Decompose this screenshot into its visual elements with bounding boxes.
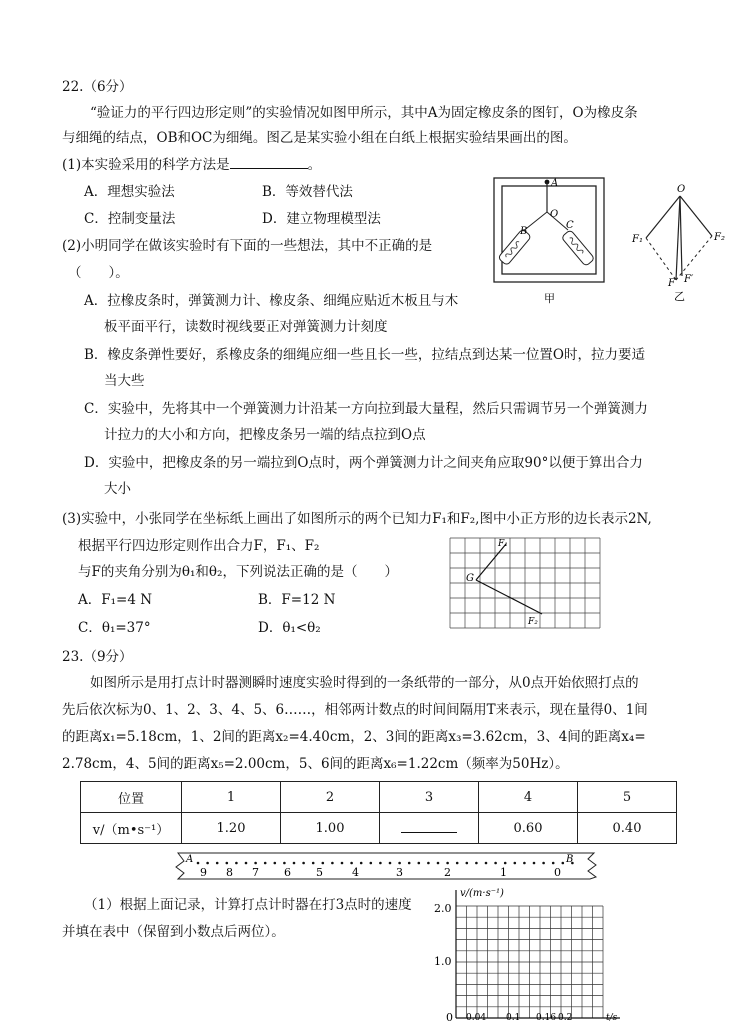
jia-label-b: B (520, 226, 528, 237)
table-cell: 0.60 (479, 813, 578, 844)
vt-xtick: 0.2 (558, 1013, 573, 1021)
tape-number: 2 (444, 866, 451, 879)
yi-label-f1: F₁ (632, 234, 643, 245)
q22-intro-line2: 与细绳的结点，OB和OC为细绳。图乙是某实验小组在白纸上根据实验结果画出的图。 (62, 130, 577, 146)
q22-part1-question (62, 156, 321, 174)
grid-label-g: G (466, 573, 474, 584)
q22-part3-line3: 与F的夹角分别为θ₁和θ₂，下列说法正确的是（ ） (78, 564, 398, 580)
answer-blank[interactable] (401, 820, 457, 833)
yi-label-f: F (668, 278, 675, 289)
q22-p2-option-a2: 板平面平行，读数时视线要正对弹簧测力计刻度 (104, 319, 388, 335)
vt-xtick: 0.16 (536, 1013, 557, 1021)
q23-intro-line3: 的距离x₁=5.18cm，1、2间的距离x₂=4.40cm，2、3间的距离x₃=3.62cm，3、4间的距离x₄= (62, 729, 646, 745)
q22-intro-line1: “验证力的平行四边形定则”的实验情况如图甲所示，其中A为固定橡皮条的图钉，O为橡皮条 (90, 105, 638, 121)
q22-p3-option-d: D．θ₁<θ₂ (258, 620, 321, 636)
q22-p3-option-a: A．F₁=4 N (78, 592, 153, 608)
q22-part3-line1: (3)实验中，小张同学在坐标纸上画出了如图所示的两个已知力F₁和F₂,图中小正方形的边长表示2N, (62, 511, 652, 527)
grid-label-f1: F₁ (498, 539, 508, 549)
tape-number: 3 (396, 866, 403, 879)
q23-header: 23.（9分） (62, 649, 133, 665)
q23-intro-line1: 如图所示是用打点计时器测瞬时速度实验时得到的一条纸带的一部分，从0点开始依照打点的 (90, 675, 639, 691)
tape-end-a: A (186, 854, 194, 865)
yi-caption: 乙 (674, 290, 685, 303)
figure-jia (492, 176, 610, 308)
q22-p1-option-d: D．建立物理模型法 (262, 211, 381, 227)
tape-number: 6 (284, 866, 291, 879)
vt-xtick: 0.1 (506, 1013, 521, 1021)
force-grid-figure (446, 536, 606, 630)
table-cell: 1.00 (281, 813, 380, 844)
q22-header: 22.（6分） (62, 79, 133, 95)
yi-label-f-prime: F′ (684, 274, 694, 285)
yi-label-f2: F₂ (714, 232, 725, 243)
paper-tape (170, 849, 602, 883)
q22-p1-option-b: B．等效替代法 (262, 184, 353, 200)
q22-p3-option-c: C．θ₁=37° (78, 620, 151, 636)
tape-number: 0 (554, 866, 561, 879)
q22-p2-option-a1: A．拉橡皮条时，弹簧测力计、橡皮条、细绳应贴近木板且与木 (84, 293, 459, 309)
jia-label-o: O (550, 209, 559, 220)
q22-p2-option-c2: 计拉力的大小和方向，把橡皮条另一端的结点拉到O点 (104, 427, 426, 443)
table-header-cell: 4 (479, 782, 578, 813)
table-header-cell: 位置 (81, 782, 182, 813)
velocity-table (80, 781, 677, 844)
q22-p2-option-d1: D．实验中，把橡皮条的另一端拉到O点时，两个弹簧测力计之间夹角应取90°以便于算出合力 (84, 455, 643, 471)
q23-intro-line2: 先后依次标为0、1、2、3、4、5、6……，相邻两计数点的时间间隔用T来表示，现在量得0、1间 (62, 702, 648, 718)
table-header-row (81, 782, 677, 813)
q22-p3-option-b: B．F=12 N (258, 592, 336, 608)
vt-ytick-1: 1.0 (434, 955, 452, 968)
q22-part2-paren: （ ）。 (68, 265, 129, 281)
tape-number: 8 (226, 866, 233, 879)
q22-p2-option-d2: 大小 (104, 481, 131, 497)
q23-part1-line1: （1）根据上面记录，计算打点计时器在打3点时的速度 (84, 897, 412, 913)
vt-ylabel: v/(m·s⁻¹) (460, 888, 504, 899)
q22-part1-text: (1)本实验采用的科学方法是 (62, 157, 230, 173)
q23-intro-line4: 2.78cm，4、5间的距离x₅=2.00cm，5、6间的距离x₆=1.22cm（频率为50Hz）。 (62, 756, 569, 772)
tape-number: 4 (352, 866, 359, 879)
table-cell: 0.40 (578, 813, 677, 844)
jia-label-c: C (566, 220, 574, 231)
table-header-cell: 3 (380, 782, 479, 813)
vt-ytick-0: 0 (446, 1011, 453, 1021)
q22-p1-option-a: A．理想实验法 (84, 184, 175, 200)
figure-yi (626, 180, 734, 306)
tape-end-b: B (566, 854, 574, 865)
q22-p2-option-b2: 当大些 (104, 373, 145, 389)
q22-p2-option-b1: B．橡皮条弹性要好，系橡皮条的细绳应细一些且长一些，拉结点到达某一位置O时，拉力要适 (84, 347, 645, 363)
grid-label-f2: F₂ (528, 617, 538, 627)
table-cell-blank[interactable] (380, 813, 479, 844)
jia-label-a: A (551, 178, 559, 189)
tape-number: 9 (200, 866, 207, 879)
tape-number: 7 (252, 866, 259, 879)
q22-part3-line2: 根据平行四边形定则作出合力F，F₁、F₂ (78, 538, 320, 554)
jia-caption: 甲 (544, 292, 555, 305)
vt-xlabel: t/s (606, 1013, 618, 1021)
q23-part1-line2: 并填在表中（保留到小数点后两位）。 (62, 924, 285, 940)
table-header-cell: 1 (182, 782, 281, 813)
answer-blank[interactable] (230, 156, 308, 169)
yi-label-o: O (677, 184, 686, 195)
vt-ytick-2: 2.0 (434, 902, 452, 915)
table-header-cell: 5 (578, 782, 677, 813)
velocity-time-graph (430, 884, 630, 1021)
table-header-cell: 2 (281, 782, 380, 813)
q22-p1-option-c: C．控制变量法 (84, 211, 176, 227)
tape-number: 1 (500, 866, 507, 879)
vt-xtick: 0.04 (466, 1013, 487, 1021)
table-row (81, 813, 677, 844)
table-row-label: v/（m•s⁻¹） (81, 813, 182, 844)
q22-part1-end: 。 (307, 157, 322, 173)
tape-number: 5 (316, 866, 323, 879)
q22-part2-question: (2)小明同学在做该实验时有下面的一些想法，其中不正确的是 (62, 238, 433, 254)
table-cell: 1.20 (182, 813, 281, 844)
q22-p2-option-c1: C．实验中，先将其中一个弹簧测力计沿某一方向拉到最大量程，然后只需调节另一个弹簧测力 (84, 401, 648, 417)
